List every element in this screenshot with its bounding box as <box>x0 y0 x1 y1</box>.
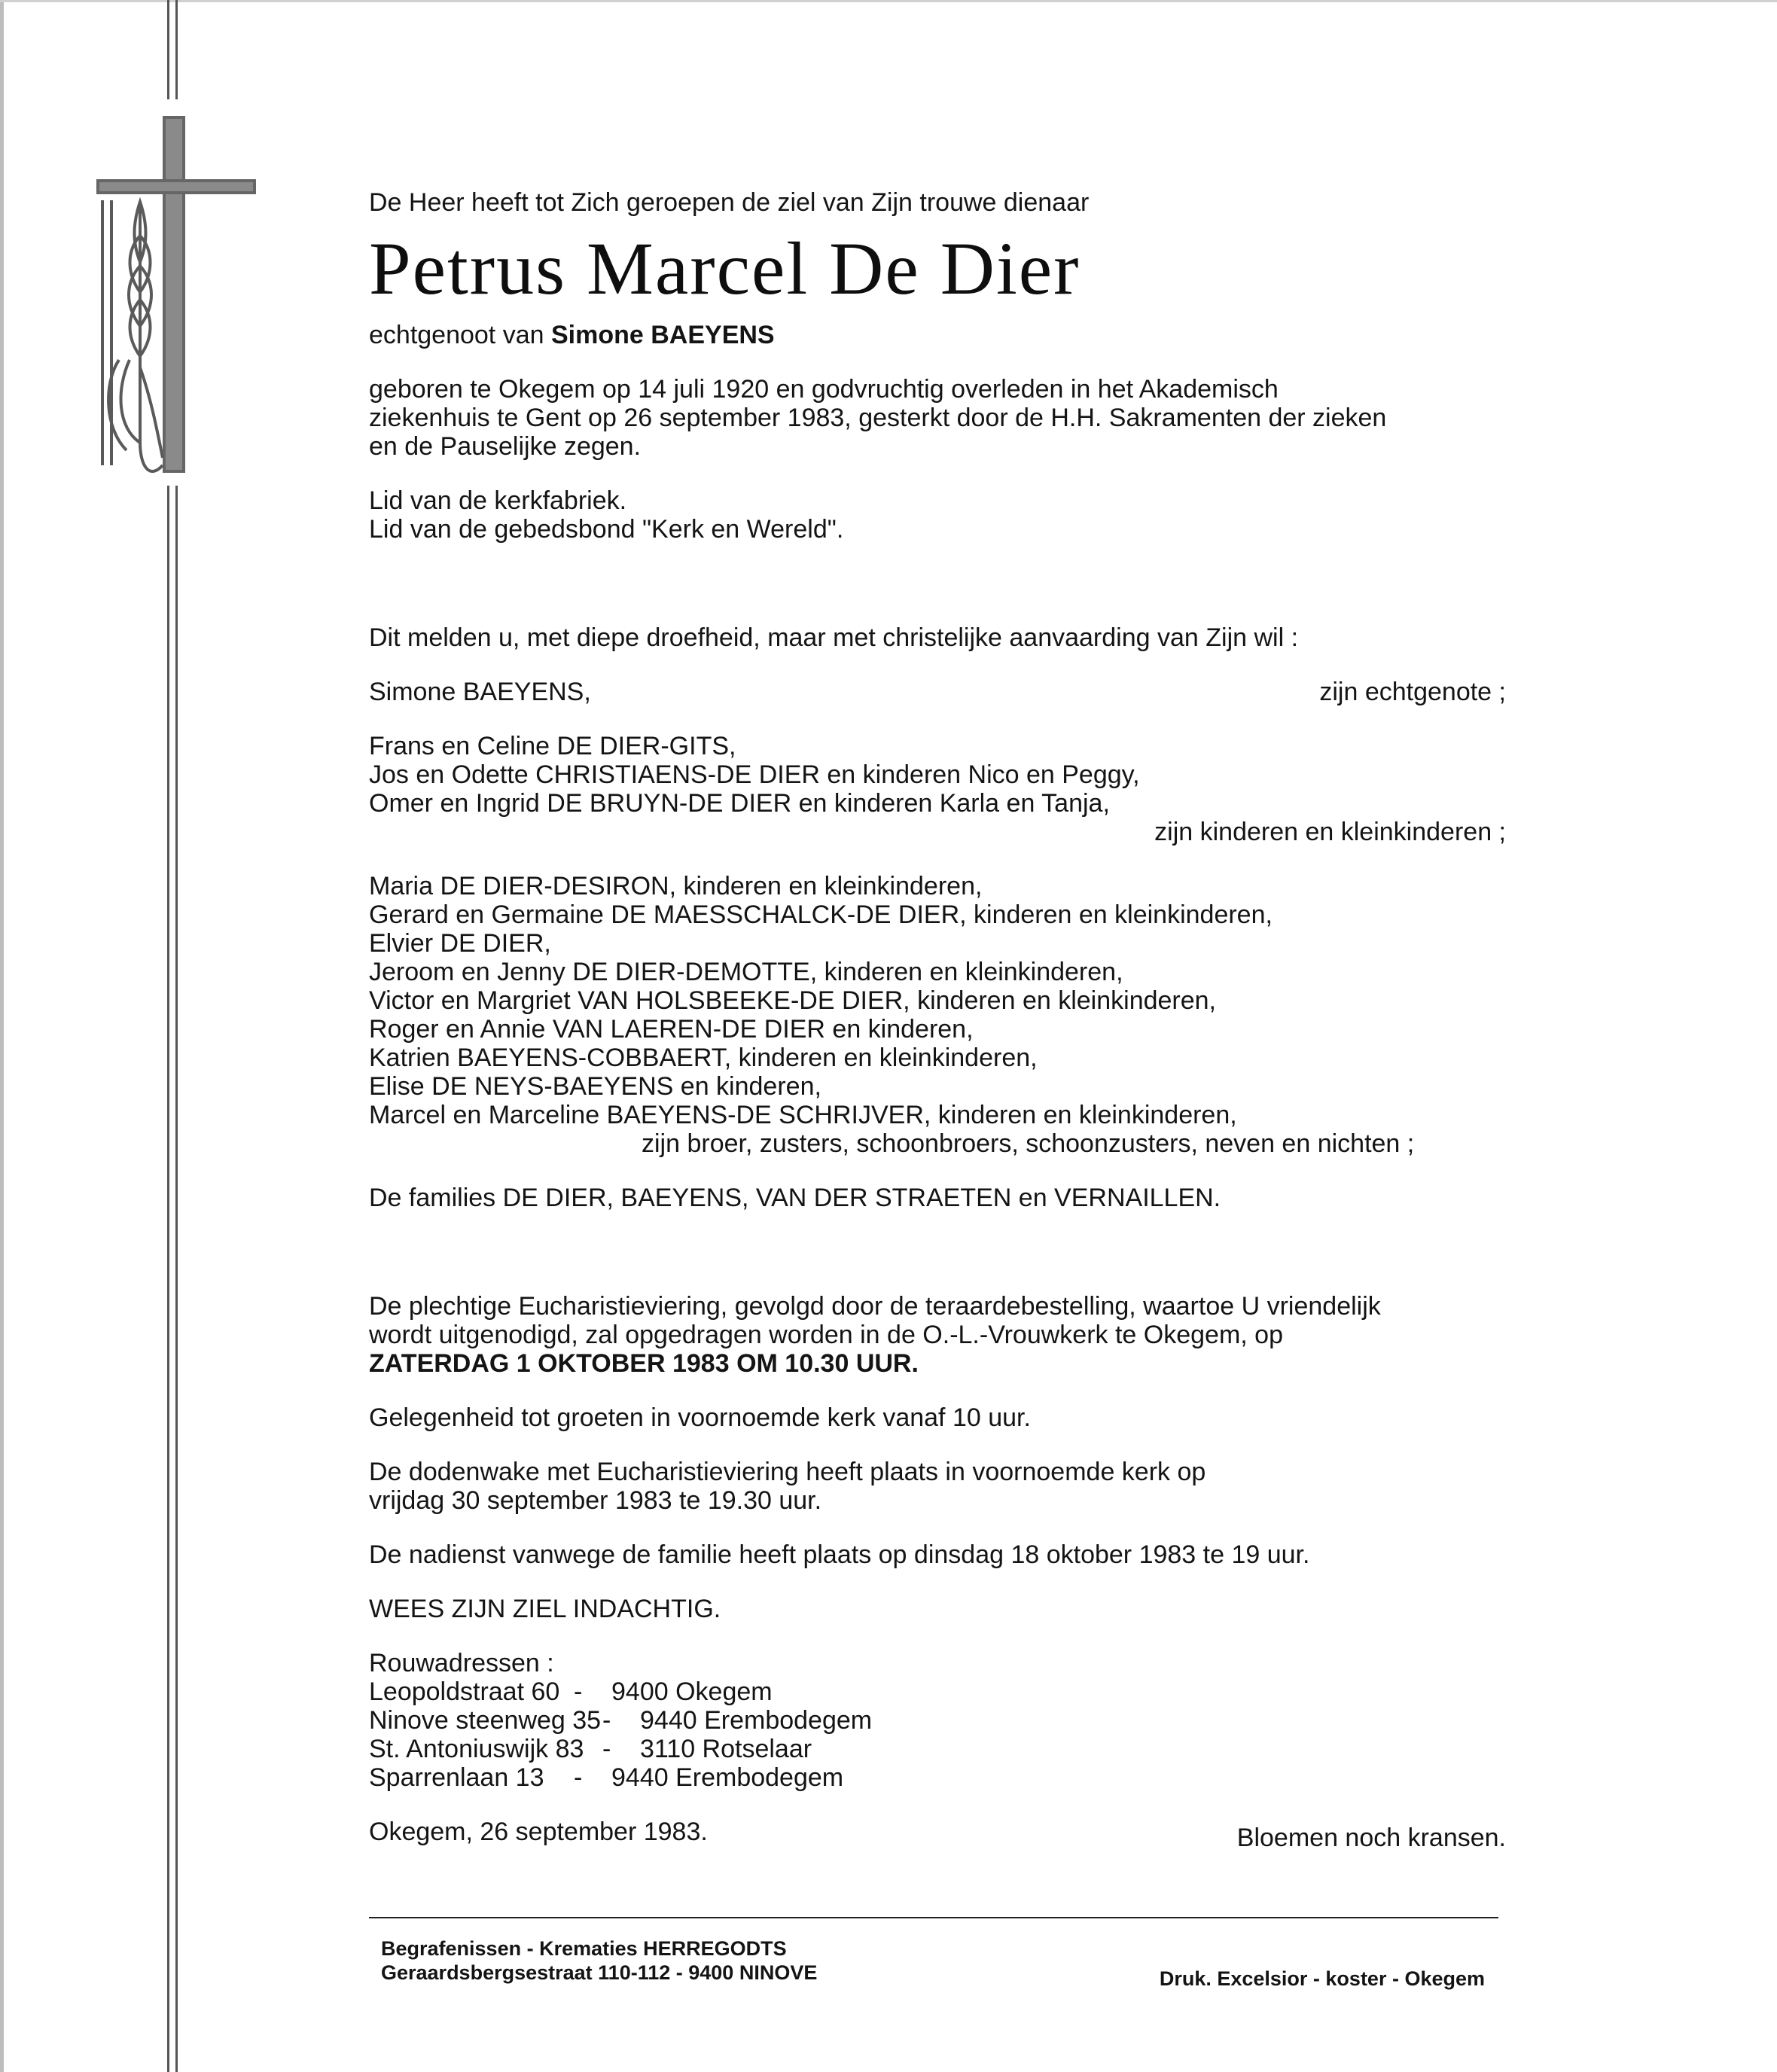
address-street: Sparrenlaan 13 <box>369 1763 544 1792</box>
flowers-note: Bloemen noch kransen. <box>1236 1824 1506 1852</box>
list-item: Maria DE DIER-DESIRON, kinderen en kleinkinderen, <box>369 872 983 900</box>
children-list <box>369 732 1506 846</box>
membership-line: Lid van de gebedsbond "Kerk en Wereld". <box>369 515 844 544</box>
address-city: 9440 Erembodegem <box>611 1763 844 1792</box>
addresses-block <box>369 1649 1506 1792</box>
memorial-line: De nadienst vanwege de familie heeft plaats op dinsdag 18 oktober 1983 te 19 uur. <box>369 1540 1310 1569</box>
address-sep: - <box>602 1735 611 1763</box>
undertaker-info <box>381 1936 817 1985</box>
undertaker-line: Begrafenissen - Krematies HERREGODTS <box>381 1937 787 1960</box>
deceased-name: Petrus Marcel De Dier <box>369 227 1081 310</box>
list-item: Elvier DE DIER, <box>369 929 551 958</box>
footer-divider <box>369 1917 1498 1918</box>
address-sep: - <box>574 1677 583 1706</box>
text-line: en de Pauselijke zegen. <box>369 432 642 461</box>
memberships <box>369 486 1506 544</box>
list-item: Jeroom en Jenny DE DIER-DEMOTTE, kinderen en kleinkinderen, <box>369 958 1123 986</box>
text-line: ziekenhuis te Gent op 26 september 1983, gesterkt door de H.H. Sakramenten der zieken <box>369 404 1387 432</box>
cross-wheat-icon <box>96 111 258 488</box>
page-edge <box>0 0 4 2072</box>
address-item <box>369 1763 1506 1792</box>
spouse-line <box>369 321 1506 349</box>
closing-row <box>369 1818 1506 1852</box>
children-role: zijn kinderen en kleinkinderen ; <box>1154 818 1506 846</box>
address-sep: - <box>574 1763 583 1792</box>
text-line: De plechtige Eucharistieviering, gevolgd door de teraardebestelling, waartoe U vriendelijk <box>369 1292 1381 1321</box>
list-item: Gerard en Germaine DE MAESSCHALCK-DE DIER, kinderen en kleinkinderen, <box>369 900 1273 929</box>
address-street: St. Antoniuswijk 83 <box>369 1735 584 1763</box>
address-item <box>369 1706 1506 1735</box>
service-paragraph <box>369 1292 1506 1378</box>
text-line: wordt uitgenodigd, zal opgedragen worden in de O.-L.-Vrouwkerk te Okegem, op <box>369 1321 1283 1349</box>
address-item <box>369 1735 1506 1763</box>
border-line-bottom <box>167 486 178 2072</box>
list-item: Victor en Margriet VAN HOLSBEEKE-DE DIER, kinderen en kleinkinderen, <box>369 986 1217 1015</box>
spouse-prefix: echtgenoot van <box>369 321 544 349</box>
list-item: Roger en Annie VAN LAEREN-DE DIER en kinderen, <box>369 1015 974 1044</box>
list-item: Frans en Celine DE DIER-GITS, <box>369 732 736 760</box>
page-edge-top <box>0 0 1777 2</box>
address-street: Leopoldstraat 60 <box>369 1677 560 1706</box>
obituary-content <box>369 188 1506 1852</box>
place-date: Okegem, 26 september 1983. <box>369 1818 708 1846</box>
list-item: Marcel en Marceline BAEYENS-DE SCHRIJVER, kinderen en kleinkinderen, <box>369 1101 1237 1129</box>
siblings-role: zijn broer, zusters, schoonbroers, schoonzusters, neven en nichten ; <box>642 1129 1415 1158</box>
list-item: Elise DE NEYS-BAEYENS en kinderen, <box>369 1072 821 1101</box>
border-line-top <box>167 0 178 99</box>
text-line: geboren te Okegem op 14 juli 1920 en godvruchtig overleden in het Akademisch <box>369 375 1279 404</box>
announcement: Dit melden u, met diepe droefheid, maar met christelijke aanvaarding van Zijn wil : <box>369 623 1299 652</box>
address-city: 9440 Erembodegem <box>640 1706 873 1735</box>
membership-line: Lid van de kerkfabriek. <box>369 486 627 515</box>
undertaker-line: Geraardsbergsestraat 110-112 - 9400 NINOVE <box>381 1961 818 1984</box>
birth-death-paragraph <box>369 375 1506 461</box>
address-item <box>369 1677 1506 1706</box>
siblings-list <box>369 872 1506 1158</box>
address-street: Ninove steenweg 35 <box>369 1706 602 1735</box>
mourner-role: zijn echtgenote ; <box>1319 678 1506 706</box>
families-line: De families DE DIER, BAEYENS, VAN DER STRAETEN en VERNAILLEN. <box>369 1184 1221 1212</box>
address-city: 3110 Rotselaar <box>640 1735 812 1763</box>
address-sep: - <box>602 1706 611 1735</box>
intro-text: De Heer heeft tot Zich geroepen de ziel van Zijn trouwe dienaar <box>369 188 1090 217</box>
mourner-name: Simone BAEYENS, <box>369 678 591 706</box>
spouse-mourner <box>369 678 1506 706</box>
address-city: 9400 Okegem <box>611 1677 773 1706</box>
list-item: Omer en Ingrid DE BRUYN-DE DIER en kinderen Karla en Tanja, <box>369 789 1110 818</box>
printer-info: Druk. Excelsior - koster - Okegem <box>1159 1967 1485 1990</box>
greeting-line: Gelegenheid tot groeten in voornoemde kerk vanaf 10 uur. <box>369 1403 1031 1432</box>
text-line: De dodenwake met Eucharistieviering heeft plaats in voornoemde kerk op <box>369 1458 1206 1486</box>
wake-paragraph <box>369 1458 1506 1515</box>
list-item: Jos en Odette CHRISTIAENS-DE DIER en kinderen Nico en Peggy, <box>369 760 1140 789</box>
list-item: Katrien BAEYENS-COBBAERT, kinderen en kleinkinderen, <box>369 1044 1038 1072</box>
remembrance-line: WEES ZIJN ZIEL INDACHTIG. <box>369 1595 721 1623</box>
text-line: vrijdag 30 september 1983 te 19.30 uur. <box>369 1486 822 1515</box>
spouse-name: Simone BAEYENS <box>550 321 775 349</box>
service-datetime: ZATERDAG 1 OKTOBER 1983 OM 10.30 UUR. <box>369 1349 919 1378</box>
addresses-heading: Rouwadressen : <box>369 1649 554 1677</box>
